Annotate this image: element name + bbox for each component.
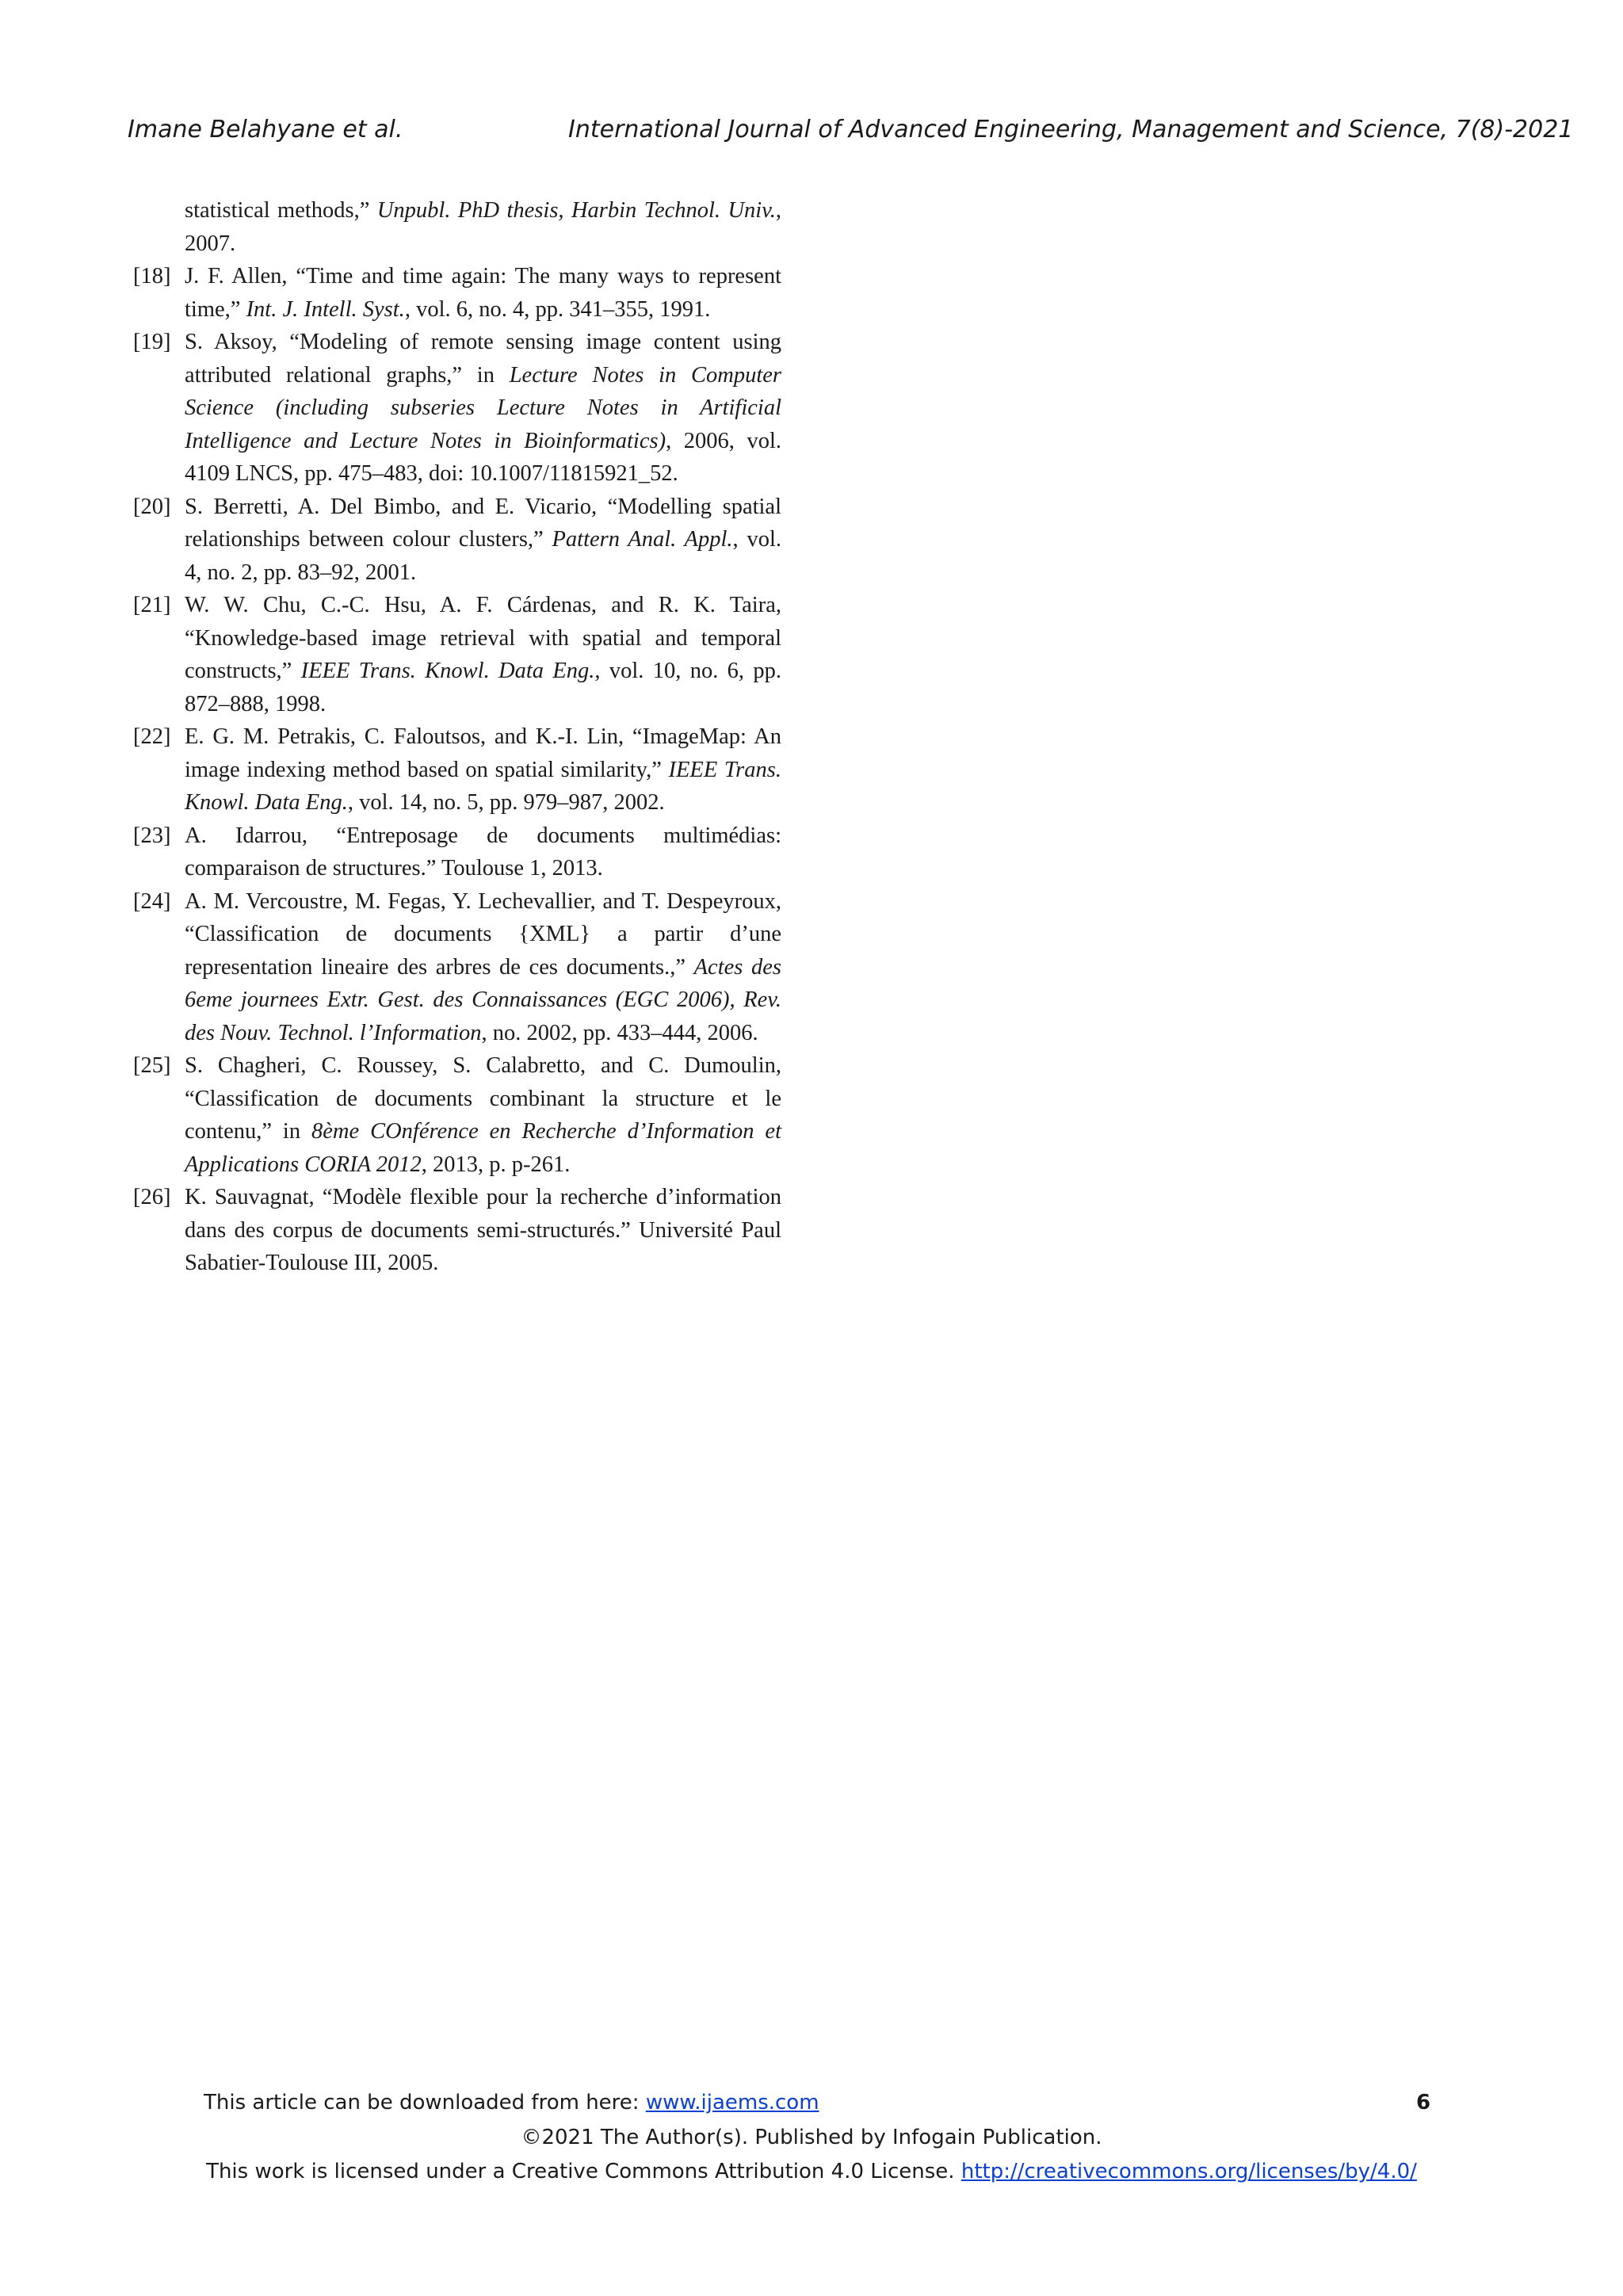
ref-text: E. G. M. Petrakis, C. Faloutsos, and K.-I. Lin, “ImageMap: An image indexing method based on spatial similarity,”	[185, 724, 781, 782]
running-header	[0, 116, 1623, 155]
ref-number: [23]	[133, 823, 171, 848]
license-link[interactable]: http://creativecommons.org/licenses/by/4.0/	[960, 2160, 1417, 2183]
ref-text: , vol. 6, no. 4, pp. 341–355, 1991.	[404, 296, 711, 322]
reference-22	[133, 720, 781, 819]
ref-text: A. Idarrou, “Entreposage de documents multimédias: comparaison de structures.” Toulouse 1, 2013.	[185, 823, 781, 881]
ref-number: [22]	[133, 724, 171, 749]
footer-download-text: This article can be downloaded from here:	[204, 2091, 646, 2115]
reference-list	[133, 194, 781, 1280]
ref-text: S. Berretti, A. Del Bimbo, and E. Vicario, “Modelling spatial relationships between colour clusters,”	[185, 494, 781, 552]
ref-venue: Lecture Notes in Computer Science (including subseries Lecture Notes in Artificial Intelligence and Lecture Notes in Bioinformatics)	[185, 362, 782, 453]
ref-text: W. W. Chu, C.-C. Hsu, A. F. Cárdenas, and R. K. Taira, “Knowledge-based image retrieval with spatial and temporal constructs,”	[185, 593, 781, 683]
reference-20	[133, 491, 781, 590]
reference-23	[133, 819, 781, 885]
reference-21	[133, 589, 781, 720]
journal-website-link[interactable]: www.ijaems.com	[645, 2091, 819, 2115]
reference-24	[133, 885, 781, 1050]
reference-26	[133, 1181, 781, 1280]
ref-text: , 2006, vol. 4109 LNCS, pp. 475–483, doi: 10.1007/11815921_52.	[185, 428, 781, 486]
ref-text: K. Sauvagnat, “Modèle flexible pour la recherche d’information dans des corpus de documents semi-structurés.” Université Paul Sabatier-Toulouse III, 2005.	[185, 1185, 781, 1275]
ref-text: , vol. 4, no. 2, pp. 83–92, 2001.	[185, 527, 781, 585]
ref-number: [19]	[133, 330, 171, 354]
ref-number: [21]	[133, 593, 171, 617]
ref-venue: IEEE Trans. Knowl. Data Eng.	[185, 757, 781, 815]
reference-19	[133, 326, 781, 491]
ref-venue: Int. J. Intell. Syst.	[246, 296, 405, 322]
ref-number: [20]	[133, 494, 171, 519]
ref-text: S. Chagheri, C. Roussey, S. Calabretto, and C. Dumoulin, “Classification de documents combinant la structure et le contenu,” in	[185, 1053, 781, 1144]
footer-license-line	[0, 2160, 1623, 2183]
footer-copyright: ©2021 The Author(s). Published by Infogain Publication.	[521, 2126, 1102, 2149]
footer-license-text: This work is licensed under a Creative Commons Attribution 4.0 License.	[206, 2160, 961, 2183]
ref-venue: Unpubl. PhD thesis, Harbin Technol. Univ.	[376, 198, 776, 223]
ref-number: [24]	[133, 888, 171, 914]
header-author: Imane Belahyane et al.	[128, 116, 403, 143]
ref-text: S. Aksoy, “Modeling of remote sensing image content using attributed relational graphs,” in	[185, 330, 781, 388]
ref-text: statistical methods,”	[185, 198, 377, 223]
ref-venue: Pattern Anal. Appl.	[552, 527, 733, 552]
ref-text: J. F. Allen, “Time and time again: The many ways to represent time,”	[185, 264, 781, 322]
ref-text: , vol. 10, no. 6, pp. 872–888, 1998.	[185, 659, 781, 716]
ref-text: , 2007.	[185, 198, 781, 256]
ref-number: [18]	[133, 264, 171, 288]
footer-download	[204, 2091, 819, 2115]
ref-text: A. M. Vercoustre, M. Fegas, Y. Lechevallier, and T. Despeyroux, “Classification de documents {XML} a partir d’une representation lineaire des arbres de ces documents.,”	[185, 888, 781, 980]
reference-18	[133, 260, 781, 326]
ref-venue: 8ème COnférence en Recherche d’Information et Applications CORIA 2012	[185, 1119, 781, 1177]
ref-text: , 2013, p. p-261.	[421, 1152, 571, 1177]
page-number: 6	[1416, 2091, 1431, 2115]
ref-text: , vol. 14, no. 5, pp. 979–987, 2002.	[347, 790, 665, 815]
ref-number: [26]	[133, 1185, 171, 1209]
reference-17-continued	[133, 194, 781, 260]
ref-text: , no. 2002, pp. 433–444, 2006.	[481, 1020, 758, 1045]
reference-25	[133, 1049, 781, 1181]
header-journal: International Journal of Advanced Engineering, Management and Science, 7(8)-2021	[568, 116, 1574, 143]
ref-venue: IEEE Trans. Knowl. Data Eng.	[300, 659, 595, 683]
ref-venue: Actes des 6eme journees Extr. Gest. des Connaissances (EGC 2006), Rev. des Nouv. Technol. l’Information	[185, 954, 781, 1045]
ref-number: [25]	[133, 1053, 171, 1078]
